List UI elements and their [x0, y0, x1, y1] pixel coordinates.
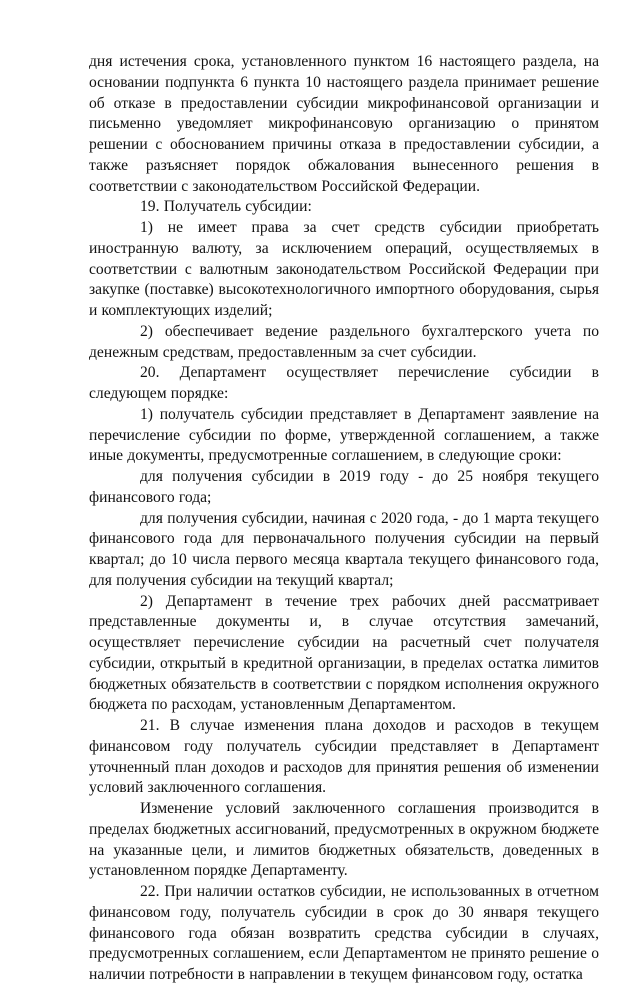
paragraph-item-19: 19. Получатель субсидии:	[140, 198, 312, 216]
paragraph-continuation: дня истечения срока, установленного пунктом 16 настоящего раздела, на основании подпункта 6 пункта 10 настоящего раздела принимает решение об отказе в предоставлении субсидии микрофинансовой организации и письменно уведомляет микрофинансовую организацию о принятом решении с обоснованием причины отказа в предоставлении субсидии, а также разъясняет порядок обжалования вынесенного решения в соответствии с законодательством Российской Федерации.	[89, 53, 599, 195]
paragraph-deadline-2019: для получения субсидии в 2019 году - до 25 ноября текущего финансового года;	[89, 468, 599, 506]
paragraph-item-19-2: 2) обеспечивает ведение раздельного бухгалтерского учета по денежным средствам, предоставленным за счет субсидии.	[89, 322, 599, 361]
paragraph-item-20-2: 2) Департамент в течение трех рабочих дней рассматривает представленные документы и, в случае отсутствия замечаний, осуществляет перечисление субсидии на расчетный счет получателя субсидии, открытый в кредитной организации, в пределах остатка лимитов бюджетных обязательств в соответствии с порядком исполнения окружного бюджета по расходам, установленным Департаментом.	[89, 592, 599, 714]
paragraph-agreement-change: Изменение условий заключенного соглашения производится в пределах бюджетных ассигнований, предусмотренных в окружном бюджете на указанные цели, и лимитов бюджетных обязательств, доведенных в установленном порядке Департаменту.	[89, 800, 599, 880]
paragraph-deadline-2020: для получения субсидии, начиная с 2020 года, - до 1 марта текущего финансового года для первоначального получения субсидии на первый квартал; до 10 числа первого месяца квартала текущего финансового года, для получения субсидии на текущий квартал;	[89, 509, 599, 589]
paragraph-item-21: 21. В случае изменения плана доходов и расходов в текущем финансовом году получатель субсидии представляет в Департамент уточненный план доходов и расходов для принятия решения об изменении условий заключенного соглашения.	[89, 717, 599, 797]
paragraph-item-20: 20. Департамент осуществляет перечисление субсидии в следующем порядке:	[89, 364, 599, 402]
paragraph-item-22: 22. При наличии остатков субсидии, не использованных в отчетном финансовом году, получатель субсидии в срок до 30 января текущего финансового года обязан возвратить средства субсидии в случаях, предусмотренных соглашением, если Департаментом не принято решение о наличии потребности в направлении в текущем финансовом году, остатка	[89, 883, 599, 983]
document-body	[89, 52, 599, 986]
paragraph-item-20-1: 1) получатель субсидии представляет в Департамент заявление на перечисление субсидии по форме, утвержденной соглашением, а также иные документы, предусмотренные соглашением, в следующие сроки:	[89, 405, 599, 465]
paragraph-item-19-1: 1) не имеет права за счет средств субсидии приобретать иностранную валюту, за исключением операций, осуществляемых в соответствии с валютным законодательством Российской Федерации при закупке (поставке) высокотехнологичного импортного оборудования, сырья и комплектующих изделий;	[89, 219, 599, 319]
